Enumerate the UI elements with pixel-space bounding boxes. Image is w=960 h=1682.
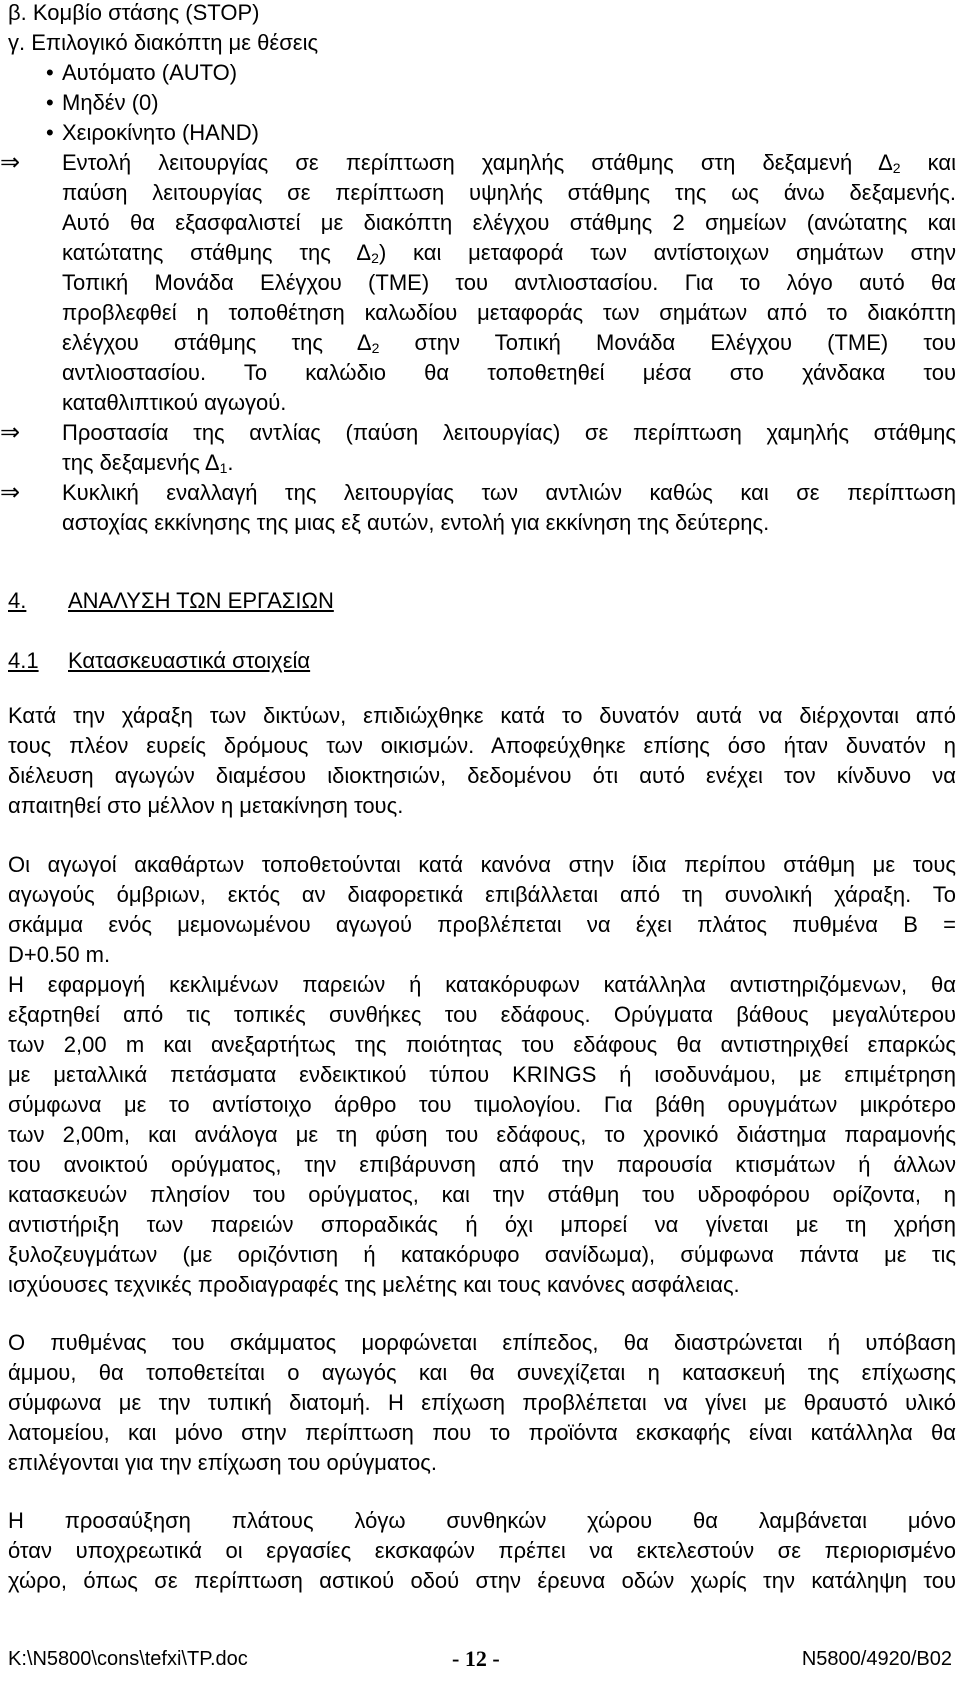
p3-line: άμμου, θα τοποθετείται ο αγωγός και θα συνεχίζεται η κατασκευή της επίχωσης bbox=[8, 1360, 956, 1385]
p2-line: D+0.50 m. bbox=[8, 942, 111, 967]
arrow1-line8: αντλιοστασίου. Το καλώδιο θα τοποθετηθεί μέσα στο χάνδακα του bbox=[62, 360, 956, 385]
subscript: 2 bbox=[892, 160, 901, 176]
bullet-icon: • bbox=[46, 60, 54, 85]
arrow1-line7-text: ελέγχου στάθμης της Δ bbox=[62, 330, 372, 355]
p2-line: εξαρτηθεί από τις τοπικές συνθήκες του εδάφους. Ορύγματα βάθους μεγαλύτερου bbox=[8, 1002, 956, 1027]
heading-4-number: 4. bbox=[8, 588, 27, 613]
p3-line: σύμφωνα με την τυπική διατομή. Η επίχωση προβλέπεται να γίνει με θραυστό υλικό bbox=[8, 1390, 956, 1415]
heading-4-1-number: 4.1 bbox=[8, 648, 39, 673]
p2-line: με μεταλλικά πετάσματα ενδεικτικού τύπου KRINGS ή ισοδυνάμου, με επιμέτρηση bbox=[8, 1062, 956, 1087]
position-zero: Μηδέν (0) bbox=[62, 90, 159, 115]
arrow1-line5: Τοπική Μονάδα Ελέγχου (ΤΜΕ) του αντλιοστασίου. Για το λόγο αυτό θα bbox=[62, 270, 956, 295]
arrow1-line2: παύση λειτουργίας σε περίπτωση υψηλής στάθμης της ως άνω δεξαμενής. bbox=[62, 180, 956, 205]
p4-line: χώρο, όπως σε περίπτωση αστικού οδού στην έρευνα οδών χωρίς την κατάληψη του bbox=[8, 1568, 956, 1593]
p1-line: απαιτηθεί στο μέλλον η μετακίνηση τους. bbox=[8, 793, 404, 818]
p2-line: σύμφωνα με το αντίστοιχο άρθρο του τιμολογίου. Για βάθη ορυγμάτων μικρότερο bbox=[8, 1092, 956, 1117]
arrow1-line4-text: κατώτατης στάθμης της Δ bbox=[62, 240, 372, 265]
footer-document-code: N5800/4920/B02 bbox=[801, 1648, 952, 1670]
arrow2-line2 bbox=[62, 450, 956, 481]
p2-line: του ανοικτού ορύγματος, την επιβάρυνση από την παρουσία κτισμάτων ή άλλων bbox=[8, 1152, 956, 1177]
p1-line: τους πλέον ευρείς δρόμους των οικισμών. Αποφεύχθηκε επίσης όσο ήταν δυνατόν η bbox=[8, 733, 956, 758]
bullet-icon: • bbox=[46, 120, 54, 145]
p2-line: κατασκευών πλησίον του ορύγματος, και την στάθμη του υδροφόρου ορίζοντα, η bbox=[8, 1182, 956, 1207]
p2-line: Η εφαρμογή κεκλιμένων παρειών ή κατακόρυφων κατάλληλα αντιστηριζόμενων, θα bbox=[8, 972, 956, 997]
arrow1-line4-tail: ) και μεταφορά των αντίστοιχων σημάτων στην bbox=[378, 240, 956, 265]
arrow1-line3: Αυτό θα εξασφαλιστεί με διακόπτη ελέγχου στάθμης 2 σημείων (ανώτατης και bbox=[62, 210, 956, 235]
subscript: 1 bbox=[219, 460, 228, 476]
arrow1-line6: προβλεφθεί η τοποθέτηση καλωδίου μεταφοράς των σημάτων από το διακόπτη bbox=[62, 300, 956, 325]
list-item-c: γ. Επιλογικό διακόπτη με θέσεις bbox=[8, 30, 319, 55]
heading-4-1-title: Κατασκευαστικά στοιχεία bbox=[68, 648, 311, 673]
footer-file-path: K:\N5800\cons\tefxi\TP.doc bbox=[8, 1648, 248, 1670]
p2-line: αγωγούς όμβριων, εκτός αν διαφορετικά επιβάλλεται από τη συνολική χάραξη. Το bbox=[8, 882, 956, 907]
p3-line: λατομείου, και μόνο στην περίπτωση που το προϊόντα εκσκαφής είναι κατάλληλα θα bbox=[8, 1420, 956, 1445]
arrow-icon: ⇒ bbox=[0, 419, 21, 446]
footer-page-number: - 12 - bbox=[452, 1646, 500, 1671]
arrow2-line1: Προστασία της αντλίας (παύση λειτουργίας) σε περίπτωση χαμηλής στάθμης bbox=[62, 420, 956, 445]
p2-line: των 2,00 m και ανεξαρτήτως της ποιότητας του εδάφους θα αντιστηριχθεί επαρκώς bbox=[8, 1032, 956, 1057]
arrow1-line1 bbox=[62, 150, 956, 181]
p1-line: διέλευση αγωγών διαμέσου ιδιοκτησιών, δεδομένου ότι αυτό ενέχει τον κίνδυνο να bbox=[8, 763, 956, 788]
p2-line: σκάμμα ενός μεμονωμένου αγωγού προβλέπεται να έχει πλάτος πυθμένα B = bbox=[8, 912, 956, 937]
p2-line: ισχύουσες τεχνικές προδιαγραφές της μελέτης και τους κανόνες ασφάλειας. bbox=[8, 1272, 740, 1297]
arrow1-line9: καταθλιπτικού αγωγού. bbox=[62, 390, 287, 415]
arrow1-line7-tail: στην Τοπική Μονάδα Ελέγχου (ΤΜΕ) του bbox=[379, 330, 956, 355]
position-hand: Χειροκίνητο (HAND) bbox=[62, 120, 259, 145]
p2-line: Οι αγωγοί ακαθάρτων τοποθετούνται κατά κανόνα στην ίδια περίπου στάθμη με τους bbox=[8, 852, 956, 877]
arrow-icon: ⇒ bbox=[0, 149, 21, 176]
bullet-icon: • bbox=[46, 90, 54, 115]
arrow1-line1-text: Εντολή λειτουργίας σε περίπτωση χαμηλής στάθμης στη δεξαμενή Δ bbox=[62, 150, 893, 175]
arrow1-line4 bbox=[62, 240, 956, 271]
arrow2-line2-tail: . bbox=[227, 450, 234, 475]
list-item-b: β. Κομβίο στάσης (STOP) bbox=[8, 0, 260, 25]
p2-line: αντιστήριξη των παρειών σποραδικάς ή όχι μπορεί να γίνεται με τη χρήση bbox=[8, 1212, 956, 1237]
p2-line: των 2,00m, και ανάλογα με τη φύση του εδάφους, το χρονικό διάστημα παραμονής bbox=[8, 1122, 956, 1147]
p4-line: όταν υποχρεωτικά οι εργασίες εκσκαφών πρέπει να εκτελεστούν σε περιορισμένο bbox=[8, 1538, 956, 1563]
arrow-icon: ⇒ bbox=[0, 479, 21, 506]
arrow1-line7 bbox=[62, 330, 956, 361]
p3-line: επιλέγονται για την επίχωση του ορύγματος. bbox=[8, 1450, 437, 1475]
arrow2-line2-text: της δεξαμενής Δ bbox=[62, 450, 220, 475]
p4-line: Η προσαύξηση πλάτους λόγω συνθηκών χώρου θα λαμβάνεται μόνο bbox=[8, 1508, 956, 1533]
p3-line: Ο πυθμένας του σκάμματος μορφώνεται επίπεδος, θα διαστρώνεται ή υπόβαση bbox=[8, 1330, 956, 1355]
p2-line: ξυλοζευγμάτων (με οριζόντιση ή κατακόρυφο σανίδωμα), σύμφωνα πάντα με τις bbox=[8, 1242, 956, 1267]
subscript: 2 bbox=[371, 250, 379, 266]
arrow1-line1-tail: και bbox=[900, 150, 957, 175]
arrow3-line2: αστοχίας εκκίνησης της μιας εξ αυτών, εντολή για εκκίνηση της δεύτερης. bbox=[62, 510, 770, 535]
subscript: 2 bbox=[371, 340, 380, 356]
p1-line: Κατά την χάραξη των δικτύων, επιδιώχθηκε κατά το δυνατόν αυτά να διέρχονται από bbox=[8, 703, 956, 728]
position-auto: Αυτόματο (AUTO) bbox=[62, 60, 238, 85]
heading-4-title: ΑΝΑΛΥΣΗ ΤΩΝ ΕΡΓΑΣΙΩΝ bbox=[68, 588, 334, 613]
arrow3-line1: Κυκλική εναλλαγή της λειτουργίας των αντλιών καθώς και σε περίπτωση bbox=[62, 480, 956, 505]
